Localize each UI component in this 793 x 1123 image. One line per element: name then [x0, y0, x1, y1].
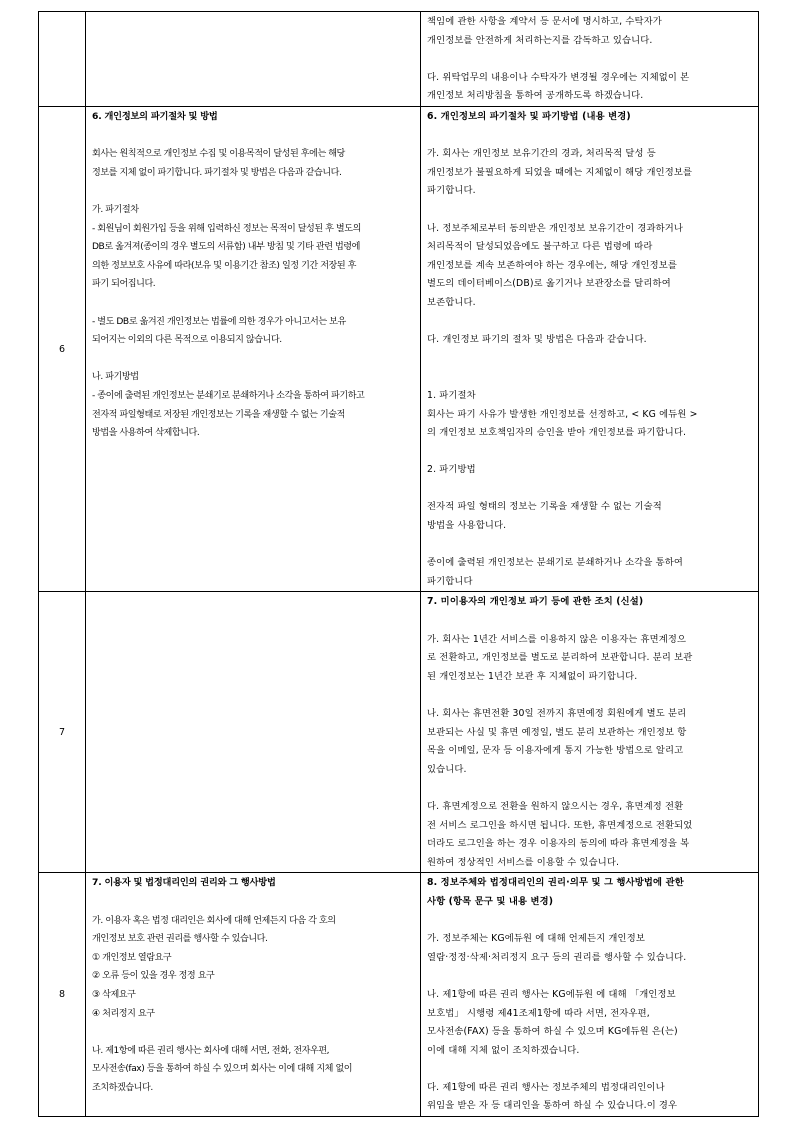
- text-line: 책임에 관한 사항을 계약서 등 문서에 명시하고, 수탁자가: [427, 16, 662, 27]
- text-line: [92, 350, 414, 369]
- text-line: 개인정보가 불필요하게 되었을 때에는 지체없이 해당 개인정보를: [427, 166, 693, 178]
- cell-content: [86, 592, 420, 593]
- text-line: 모사전송(fax) 등을 통하여 하실 수 있으며 회사는 이에 대해 지체 없이: [92, 1064, 353, 1075]
- text-line: 방법을 사용하여 삭제합니다.: [92, 428, 200, 439]
- text-line: 나. 제1항에 따른 권리 행사는 회사에 대해 서면, 전화, 전자우편,: [92, 1045, 330, 1056]
- text-line: 다. 개인정보 파기의 절차 및 방법은 다음과 같습니다.: [427, 334, 647, 346]
- text-line: 전자적 파일형태로 저장된 개인정보는 기록을 재생할 수 없는 기술적: [92, 409, 345, 420]
- cell-content: [86, 107, 420, 443]
- text-line: 이에 대해 지체 없이 조치하겠습니다.: [427, 1044, 580, 1056]
- section-heading: 7. 미이용자의 개인정보 파기 등에 관한 조치 (신설): [427, 596, 644, 608]
- section-heading: 7. 이용자 및 법정대리인의 권리와 그 행사방법: [92, 877, 276, 889]
- text-line: DB로 옮겨져(종이의 경우 별도의 서류함) 내부 방침 및 기타 관련 법령에: [92, 242, 360, 253]
- row-number: [39, 12, 86, 107]
- text-line: [427, 1060, 752, 1079]
- cell-content: [421, 107, 758, 591]
- text-line: [427, 201, 752, 220]
- text-line: 원하여 정상적인 서비스를 이용할 수 있습니다.: [427, 856, 620, 868]
- text-line: 가. 회사는 개인정보 보유기간의 경과, 처리목적 달성 등: [427, 148, 656, 160]
- text-line: 조치하겠습니다.: [92, 1082, 153, 1093]
- text-line: 파기합니다.: [427, 185, 476, 197]
- text-line: 가. 파기절차: [92, 204, 139, 215]
- text-line: 개인정보를 안전하게 처리하는지를 감독하고 있습니다.: [427, 34, 653, 46]
- section-heading: 8. 정보주체와 법정대리인의 권리·의무 및 그 행사방법에 관한: [427, 877, 684, 889]
- text-line: [92, 1023, 414, 1042]
- text-line: 다. 휴면계정으로 전환을 원하지 않으시는 경우, 휴면계정 전환: [427, 800, 684, 812]
- text-line: 전자적 파일 형태의 정보는 기록을 재생할 수 없는 기술적: [427, 501, 662, 513]
- row-number: 7: [39, 592, 86, 873]
- text-line: [427, 912, 752, 931]
- text-line: ② 오류 등이 있을 경우 정정 요구: [92, 971, 215, 982]
- row-number: 6: [39, 107, 86, 592]
- after-cell: [421, 107, 759, 592]
- text-line: 보관되는 사실 및 휴면 예정일, 별도 분리 보관하는 개인정보 항: [427, 726, 687, 738]
- table-row: [39, 592, 759, 873]
- text-line: 의한 정보보호 사유에 따라(보유 및 이용기간 참조) 일정 기간 저장된 후: [92, 260, 356, 271]
- after-cell: [421, 12, 759, 107]
- text-line: [427, 50, 752, 69]
- text-line: 회사는 원칙적으로 개인정보 수집 및 이용목적이 달성된 후에는 해당: [92, 149, 345, 160]
- text-line: 다. 위탁업무의 내용이나 수탁자가 변경될 경우에는 지체없이 본: [427, 71, 690, 83]
- text-line: ④ 처리정지 요구: [92, 1008, 155, 1019]
- text-line: [427, 127, 752, 146]
- text-line: 파기 되어집니다.: [92, 279, 156, 290]
- text-line: 나. 정보주체로부터 동의받은 개인정보 보유기간이 경과하거나: [427, 222, 684, 234]
- text-line: [427, 350, 752, 369]
- section-heading: 사항 (항목 문구 및 내용 변경): [427, 895, 554, 907]
- text-line: 처리목적이 달성되었음에도 불구하고 다른 법령에 따라: [427, 241, 653, 253]
- text-line: 다. 제1항에 따른 권리 행사는 정보주체의 법정대리인이나: [427, 1081, 665, 1093]
- text-line: 회사는 파기 사유가 발생한 개인정보를 선정하고, < KG 에듀원 >: [427, 408, 698, 420]
- text-line: 모사전송(FAX) 등을 통하여 하실 수 있으며 KG에듀원 은(는): [427, 1026, 678, 1038]
- cell-content: [421, 12, 758, 106]
- text-line: 별도의 데이터베이스(DB)로 옮기거나 보관장소를 달리하여: [427, 278, 671, 290]
- text-line: - 회원님이 회원가입 등을 위해 입력하신 정보는 목적이 달성된 후 별도의: [92, 223, 361, 234]
- text-line: 정보를 지체 없이 파기합니다. 파기절차 및 방법은 다음과 같습니다.: [92, 167, 342, 178]
- text-line: ① 개인정보 열람요구: [92, 952, 172, 963]
- section-heading: 6. 개인정보의 파기절차 및 파기방법 (내용 변경): [427, 111, 631, 122]
- text-line: 있습니다.: [427, 763, 467, 775]
- cell-content: [421, 592, 758, 872]
- text-line: 가. 이용자 혹은 법정 대리인은 회사에 대해 언제든지 다음 각 호의: [92, 915, 336, 926]
- cell-content: [86, 873, 420, 1097]
- text-line: 파기합니다: [427, 575, 473, 587]
- before-cell: [86, 107, 421, 592]
- text-line: 개인정보 보호 관련 권리를 행사할 수 있습니다.: [92, 934, 268, 945]
- text-line: [427, 612, 752, 631]
- text-line: [92, 182, 414, 201]
- after-cell: [421, 592, 759, 873]
- text-line: 로 전환하고, 개인정보를 별도로 분리하여 보관합니다. 분리 보관: [427, 652, 693, 664]
- after-cell: [421, 873, 759, 1117]
- text-line: [92, 294, 414, 313]
- text-line: - 종이에 출력된 개인정보는 분쇄기로 분쇄하거나 소각을 통하여 파기하고: [92, 390, 365, 401]
- table-row: [39, 873, 759, 1117]
- text-line: 나. 제1항에 따른 권리 행사는 KG에듀원 에 대해 「개인정보: [427, 988, 676, 1000]
- text-line: 되어지는 이외의 다른 목적으로 이용되지 않습니다.: [92, 335, 282, 346]
- text-line: 개인정보를 계속 보존하여야 하는 경우에는, 해당 개인정보를: [427, 259, 678, 271]
- text-line: 열람·정정·삭제·처리정지 요구 등의 권리를 행사할 수 있습니다.: [427, 951, 687, 963]
- before-cell: [86, 873, 421, 1117]
- table-row: [39, 12, 759, 107]
- text-line: 목을 이메일, 문자 등 이용자에게 통지 가능한 방법으로 알리고: [427, 745, 684, 757]
- before-cell: [86, 12, 421, 107]
- text-line: [427, 443, 752, 462]
- text-line: [92, 893, 414, 912]
- text-line: 보호법」 시행령 제41조제1항에 따라 서면, 전자우편,: [427, 1007, 650, 1019]
- text-line: [427, 480, 752, 499]
- text-line: 더라도 로그인을 하는 경우 이용자의 동의에 따라 휴면계정을 복: [427, 838, 690, 850]
- text-line: [427, 368, 752, 387]
- text-line: [427, 313, 752, 332]
- before-cell: [86, 592, 421, 873]
- text-line: 위임을 받은 자 등 대리인을 통하여 하실 수 있습니다.이 경우: [427, 1100, 678, 1112]
- text-line: 보존합니다.: [427, 296, 476, 308]
- text-line: [427, 779, 752, 798]
- text-line: [427, 967, 752, 986]
- policy-comparison-table: [38, 11, 759, 1117]
- text-line: 전 서비스 로그인을 하시면 됩니다. 또한, 휴면계정으로 전환되었: [427, 819, 693, 831]
- text-line: [427, 536, 752, 555]
- text-line: 1. 파기절차: [427, 389, 476, 401]
- text-line: 개인정보 처리방침을 통하여 공개하도록 하겠습니다.: [427, 90, 644, 102]
- text-line: [92, 127, 414, 146]
- text-line: 가. 회사는 1년간 서비스를 이용하지 않은 이용자는 휴면계정으: [427, 633, 687, 645]
- text-line: ③ 삭제요구: [92, 989, 136, 1000]
- section-heading: 6. 개인정보의 파기절차 및 방법: [92, 111, 218, 122]
- text-line: 된 개인정보는 1년간 보관 후 지체없이 파기합니다.: [427, 670, 638, 682]
- table-row: [39, 107, 759, 592]
- text-line: 의 개인정보 보호책임자의 승인을 받아 개인정보를 파기합니다.: [427, 427, 687, 439]
- text-line: 종이에 출력된 개인정보는 분쇄기로 분쇄하거나 소각을 통하여: [427, 557, 684, 569]
- cell-content: [86, 12, 420, 13]
- text-line: 나. 회사는 휴면전환 30일 전까지 휴면예정 회원에게 별도 분리: [427, 708, 687, 719]
- text-line: - 별도 DB로 옮겨진 개인정보는 법률에 의한 경우가 아니고서는 보유: [92, 316, 346, 327]
- text-line: 나. 파기방법: [92, 372, 139, 383]
- text-line: [427, 686, 752, 705]
- text-line: 2. 파기방법: [427, 464, 476, 476]
- text-line: 가. 정보주체는 KG에듀원 에 대해 언제든지 개인정보: [427, 933, 645, 945]
- cell-content: [421, 873, 758, 1116]
- text-line: 방법을 사용합니다.: [427, 520, 507, 532]
- row-number: 8: [39, 873, 86, 1117]
